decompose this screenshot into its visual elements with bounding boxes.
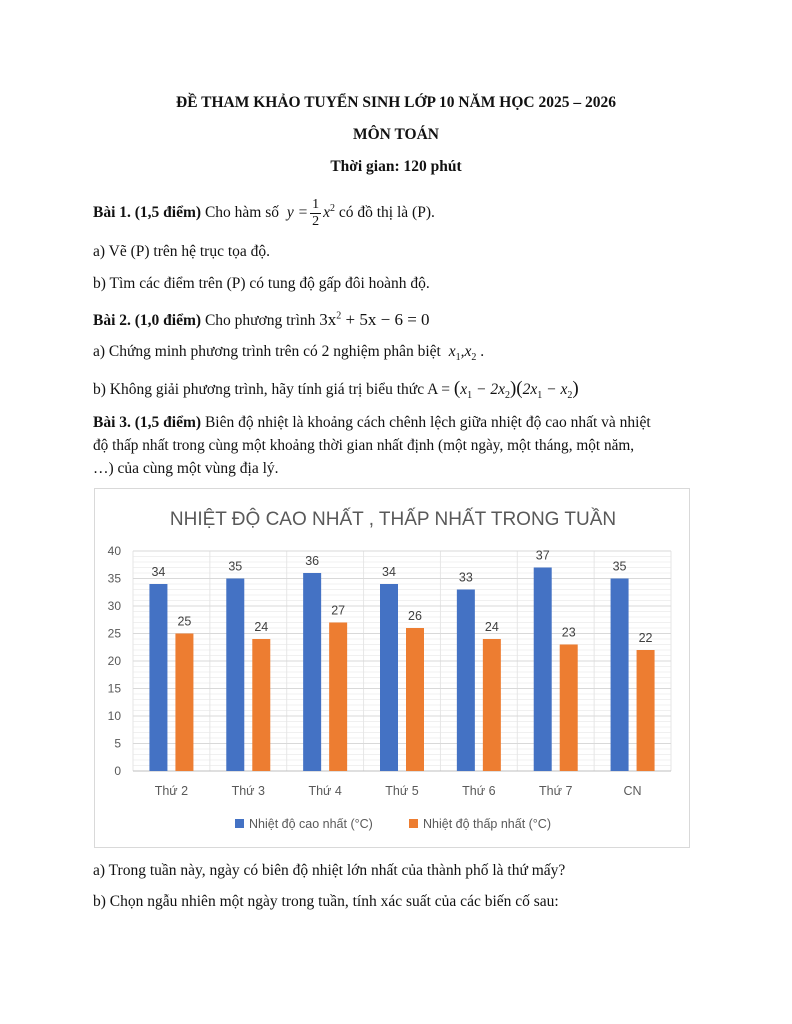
bai2-b-e1: x: [460, 381, 468, 398]
bai2-a-vars: $x_1,x_2$: [448, 343, 477, 364]
bar-high: [380, 584, 398, 771]
x-tick-label: Thứ 2: [154, 784, 189, 798]
bar-high: [534, 568, 552, 772]
subject-title: MÔN TOÁN: [353, 126, 439, 143]
bai3-line1-text: Biên độ nhiệt là khoảng cách chênh lệch giữa nhiệt độ cao nhất và nhiệt: [204, 414, 651, 431]
bai2-b-e4sub: 2: [567, 390, 573, 402]
bai3-part-b: b) Chọn ngẫu nhiên một ngày trong tuần, tính xác suất của các biến cố sau:: [93, 893, 559, 910]
bar-data-label: 26: [408, 609, 422, 623]
y-tick-label: 15: [107, 681, 121, 696]
bai2-part-a: [93, 343, 484, 363]
bai3-line1: [93, 414, 651, 432]
bai2-a-var1: x: [448, 343, 456, 360]
bai2-a-end: .: [480, 343, 485, 360]
bar-data-label: 33: [458, 570, 473, 585]
bai1-formula: [286, 197, 339, 230]
bai2-b-e3: 2x: [522, 381, 538, 398]
bai2-a-sub1: 1: [455, 352, 461, 364]
bai1-part-b: b) Tìm các điểm trên (P) có tung độ gấp đôi hoành độ.: [93, 275, 430, 292]
x-tick-label: Thứ 3: [231, 784, 265, 798]
y-tick-label: 30: [107, 599, 121, 613]
bar-low: [637, 650, 655, 771]
bai2-a-text: a) Chứng minh phương trình trên có 2 nghiệm phân biệt: [93, 343, 441, 360]
bar-data-label: 34: [382, 565, 396, 579]
bar-data-label: 25: [177, 614, 192, 629]
bai2-b-e2sub: 2: [504, 390, 510, 402]
bai2-eq-exp: 2: [336, 310, 342, 322]
bar-data-label: 23: [561, 625, 576, 640]
bar-high: [303, 573, 321, 771]
bar-data-label: 35: [228, 559, 243, 574]
bai1-formula-exp: 2: [329, 203, 335, 214]
bar-low: [329, 623, 347, 772]
chart-title: NHIỆT ĐỘ CAO NHẤT , THẤP NHẤT TRONG TUẦN: [169, 509, 617, 530]
bar-data-label: 24: [484, 620, 499, 634]
y-tick-label: 40: [107, 544, 121, 558]
bar-low: [560, 645, 578, 772]
temperature-chart: [94, 488, 690, 848]
bar-data-label: 27: [331, 603, 346, 618]
bai2-b-e2: − 2x: [472, 381, 505, 398]
bai2-a-var2: x: [464, 343, 472, 360]
bai1-part-a: a) Vẽ (P) trên hệ trục tọa độ.: [93, 243, 271, 260]
bar-low: [483, 639, 501, 771]
y-tick-label: 20: [107, 654, 121, 668]
bai2-b-text: b) Không giải phương trình, hãy tính giá trị biểu thức A =: [93, 381, 451, 398]
y-tick-label: 25: [107, 626, 121, 641]
exam-title: ĐỀ THAM KHẢO TUYỂN SINH LỚP 10 NĂM HỌC 2025 – 2026: [176, 94, 616, 111]
legend-label: Nhiệt độ thấp nhất (°C): [423, 817, 551, 831]
bai2-eq-rest: + 5x − 6 = 0: [341, 310, 430, 329]
legend-label: Nhiệt độ cao nhất (°C): [249, 817, 373, 831]
bai2-text: Cho phương trình: [204, 312, 316, 329]
bai3-label: Bài 3. (1,5 điểm): [93, 414, 202, 431]
bar-high: [457, 590, 475, 772]
bai2-eq-a: 3x: [319, 310, 337, 329]
bar-data-label: 22: [638, 631, 653, 645]
bai2-b-e3sub: 1: [537, 390, 543, 402]
x-tick-label: Thứ 6: [462, 784, 496, 798]
y-tick-label: 10: [107, 709, 121, 723]
bai2-b-e1sub: 1: [467, 390, 473, 402]
chart-svg: [95, 489, 691, 849]
bai2-b-e4: − x: [542, 381, 568, 398]
bai3-part-a: a) Trong tuần này, ngày có biên độ nhiệt lớn nhất của thành phố là thứ mấy?: [93, 862, 566, 879]
y-tick-label: 35: [107, 571, 121, 586]
bai1-formula-lhs: y =: [286, 204, 309, 222]
bar-data-label: 36: [305, 554, 320, 568]
x-tick-label: CN: [623, 784, 642, 798]
exam-time: Thời gian: 120 phút: [330, 158, 462, 175]
y-tick-label: 0: [114, 764, 121, 778]
bai1-frac-num: 1: [312, 197, 320, 213]
bai2-part-b: [93, 378, 579, 401]
bai2-b-expression: $(x_1 - 2x_2)(2x_1 - x_2)$: [453, 378, 579, 402]
bai2-statement: [93, 310, 430, 330]
bai1-label: Bài 1. (1,5 điểm): [93, 204, 202, 222]
bai1-formula-var: x: [323, 204, 330, 222]
legend-swatch: [409, 819, 418, 828]
bai2-equation: [319, 310, 429, 329]
bai1-frac-den: 2: [312, 214, 320, 230]
bai3-line3: …) của cùng một vùng địa lý.: [93, 460, 279, 477]
bar-data-label: 34: [151, 565, 166, 579]
bai1-fraction: [310, 197, 321, 230]
bai1-text-after: có đồ thị là (P).: [338, 204, 435, 222]
x-tick-label: Thứ 5: [385, 784, 419, 798]
y-tick-label: 5: [114, 736, 121, 751]
legend-swatch: [235, 819, 244, 828]
x-tick-label: Thứ 4: [308, 784, 342, 798]
bai1-statement: [93, 196, 435, 230]
bar-low: [175, 634, 193, 772]
bar-data-label: 24: [254, 620, 269, 634]
x-tick-label: Thứ 7: [539, 784, 573, 798]
bai2-a-sub2: 2: [471, 352, 477, 364]
bai3-line2: độ thấp nhất trong cùng một khoảng thời gian nhất định (một ngày, một tháng, một năm,: [93, 437, 635, 454]
bar-data-label: 35: [612, 559, 627, 574]
bar-high: [611, 579, 629, 772]
bai2-label: Bài 2. (1,0 điểm): [93, 312, 202, 329]
bai1-text-before: Cho hàm số: [204, 204, 279, 222]
bar-data-label: 37: [535, 548, 550, 563]
bar-high: [226, 579, 244, 772]
bar-high: [149, 584, 167, 771]
bar-low: [406, 628, 424, 771]
bar-low: [252, 639, 270, 771]
